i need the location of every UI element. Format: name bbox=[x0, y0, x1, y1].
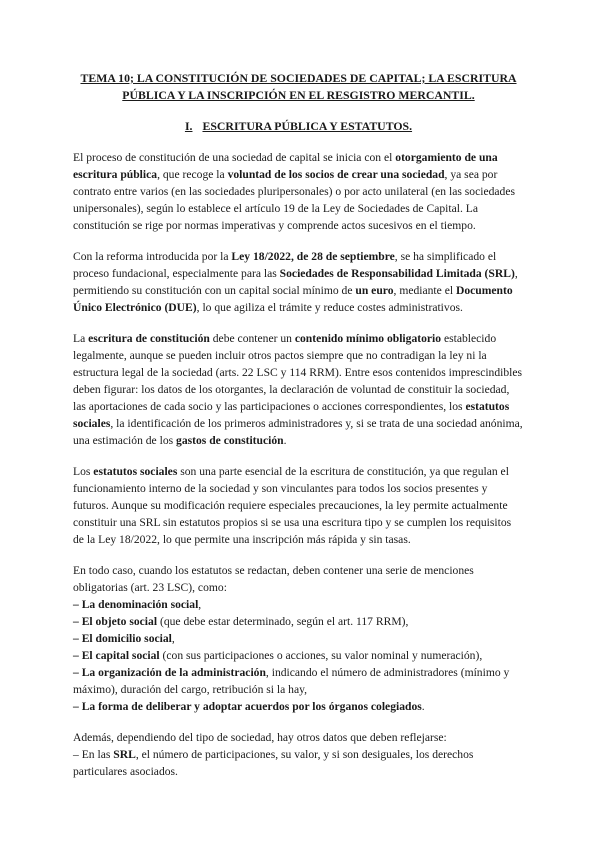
list-item bbox=[73, 746, 524, 780]
bold-run: – La organización de la administración bbox=[73, 666, 266, 679]
text-run: , ya sea por contrato entre varios (en las sociedades pluripersonales) o por acto unilateral (en las sociedades unipersonales), según lo establece el artículo 19 de la Ley de Sociedades de Capital. La constitución se rige por normas imperativas y comprende actos sucesivos en el tiempo. bbox=[73, 168, 516, 232]
text-run: , indicando el número de administradores (mínimo y máximo), duración del cargo, retribución si la hay, bbox=[73, 666, 510, 696]
text-run: son una parte esencial de la escritura de constitución, ya que regulan el funcionamiento interno de la sociedad y son vinculantes para todos los socios presentes y futuros. Aunque su modificación requiere especiales precauciones, la ley permite actualmente constituir una SRL sin estatutos propios si se usa una escritura tipo y se cumplen los requisitos de la Ley 18/2022, lo que permite una inscripción más rápida y sin tasas. bbox=[73, 465, 512, 546]
paragraph-5-intro: En todo caso, cuando los estatutos se redactan, deben contener una serie de menciones obligatorias (art. 23 LSC), como: bbox=[73, 564, 474, 594]
text-run: , que recoge la bbox=[157, 168, 228, 181]
bold-run: Ley 18/2022, de 28 de septiembre bbox=[231, 250, 395, 263]
bold-run: estatutos sociales bbox=[93, 465, 178, 478]
text-run: , la identificación de los primeros administradores y, si se trata de una sociedad anónima, una estimación de los bbox=[73, 417, 523, 447]
text-run: establecido legalmente, aunque se pueden incluir otros pactos siempre que no contradigan la ley ni la estructura legal de la sociedad (arts. 22 LSC y 114 RRM). Entre esos contenidos imprescindibles deben figurar: los datos de los otorgantes, la declaración de voluntad de constituir la sociedad, las aportaciones de cada socio y las participaciones o acciones correspondientes, los bbox=[73, 332, 523, 413]
paragraph-1 bbox=[73, 149, 524, 234]
paragraph-4 bbox=[73, 463, 524, 548]
text-run: – En las bbox=[73, 748, 114, 761]
bold-run: otorgamiento de una escritura pública bbox=[73, 151, 498, 181]
text-run: La bbox=[73, 332, 89, 345]
text-run: El proceso de constitución de una sociedad de capital se inicia con el bbox=[73, 151, 396, 164]
bold-run: escritura de constitución bbox=[88, 332, 210, 345]
text-run: , se ha simplificado el proceso fundacional, especialmente para las bbox=[73, 250, 497, 280]
text-run: debe contener un bbox=[209, 332, 295, 345]
paragraph-6-intro: Además, dependiendo del tipo de sociedad, hay otros datos que deben reflejarse: bbox=[73, 731, 447, 744]
bold-run: estatutos sociales bbox=[73, 400, 510, 430]
text-run: . bbox=[421, 700, 425, 713]
bold-run: Sociedades de Responsabilidad Limitada (SRL) bbox=[279, 267, 515, 280]
section-heading bbox=[73, 118, 524, 135]
text-run: Los bbox=[73, 465, 94, 478]
bold-run: Documento Único Electrónico (DUE) bbox=[73, 284, 513, 314]
document-title bbox=[73, 70, 524, 104]
bold-run: un euro bbox=[355, 284, 394, 297]
bold-run: – La forma de deliberar y adoptar acuerdos por los órganos colegiados bbox=[73, 700, 422, 713]
section-number: I. bbox=[184, 119, 193, 133]
text-run: , lo que agiliza el trámite y reduce costes administrativos. bbox=[196, 301, 463, 314]
paragraph-2 bbox=[73, 248, 524, 316]
section-title: ESCRITURA PÚBLICA Y ESTATUTOS. bbox=[202, 119, 413, 133]
list-item bbox=[73, 630, 524, 647]
text-run: (que debe estar determinado, según el art. 117 RRM), bbox=[157, 615, 409, 628]
bold-run: – La denominación social bbox=[73, 598, 199, 611]
list-item bbox=[73, 698, 524, 715]
bold-run: contenido mínimo obligatorio bbox=[294, 332, 442, 345]
list-item bbox=[73, 647, 524, 664]
bold-run: gastos de constitución bbox=[176, 434, 284, 447]
bold-run: – El objeto social bbox=[73, 615, 158, 628]
list-item bbox=[73, 613, 524, 630]
bold-run: – El domicilio social bbox=[73, 632, 172, 645]
text-run: . bbox=[283, 434, 287, 447]
text-run: , bbox=[171, 632, 175, 645]
text-run: , bbox=[198, 598, 202, 611]
text-run: (con sus participaciones o acciones, su valor nominal y numeración), bbox=[159, 649, 483, 662]
text-run: , permitiendo su constitución con un capital social mínimo de bbox=[73, 267, 518, 297]
text-run: Con la reforma introducida por la bbox=[73, 250, 232, 263]
list-item bbox=[73, 596, 524, 613]
paragraph-3 bbox=[73, 330, 524, 449]
text-run: , el número de participaciones, su valor, y si son desiguales, los derechos particulares asociados. bbox=[73, 748, 474, 778]
mandatory-mentions-list bbox=[73, 596, 524, 715]
title-line-1: TEMA 10; LA CONSTITUCIÓN DE SOCIEDADES DE CAPITAL; LA ESCRITURA bbox=[80, 71, 517, 85]
list-item bbox=[73, 664, 524, 698]
bold-run: voluntad de los socios de crear una sociedad bbox=[227, 168, 445, 181]
bold-run: – El capital social bbox=[73, 649, 160, 662]
bold-run: SRL bbox=[113, 748, 136, 761]
title-line-2: PÚBLICA Y LA INSCRIPCIÓN EN EL RESGISTRO MERCANTIL. bbox=[122, 88, 475, 102]
text-run: , mediante el bbox=[393, 284, 456, 297]
